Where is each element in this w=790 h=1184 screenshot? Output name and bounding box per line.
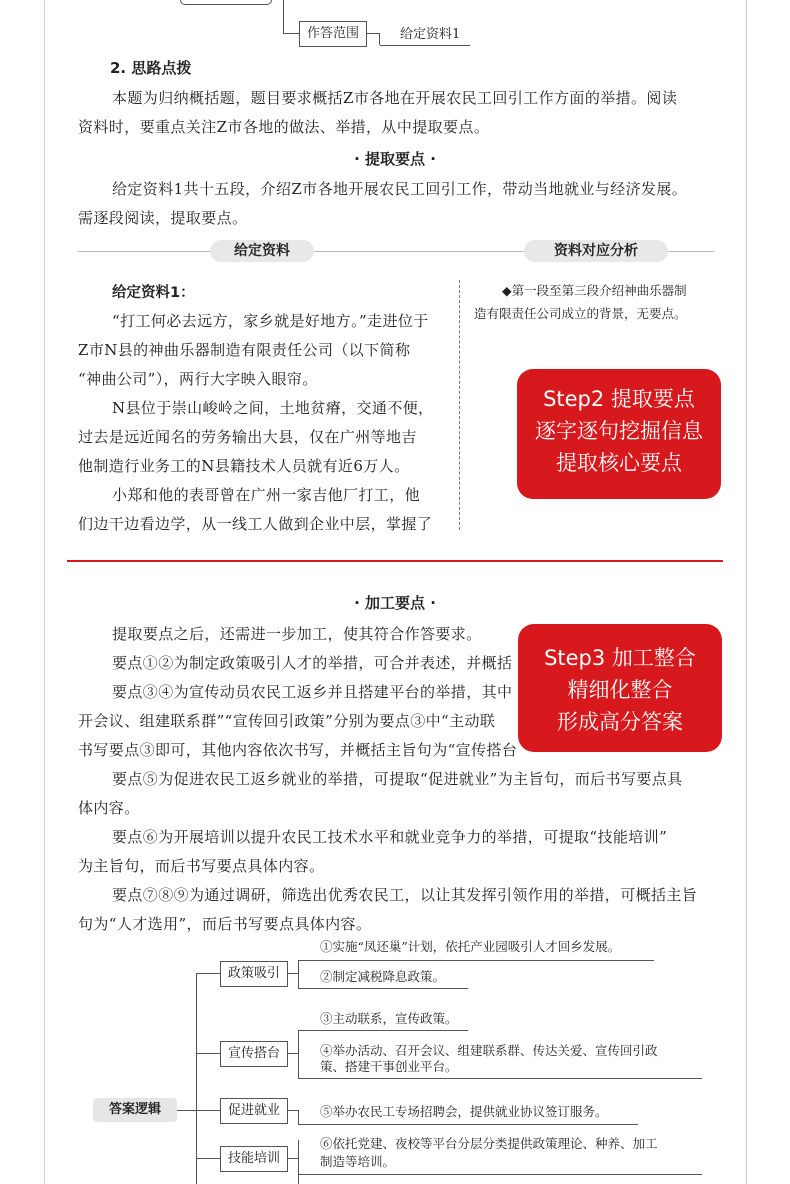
material-line: 他制造行业务工的N县籍技术人员就有近6万人。 [78, 457, 410, 475]
branch-policy: 政策吸引 [220, 961, 288, 987]
item-underline [298, 988, 468, 989]
process-line: 体内容。 [78, 799, 140, 817]
material-underline [380, 45, 470, 46]
step2-callout [517, 369, 721, 499]
tree-bracket [298, 1140, 299, 1184]
tree-connector [196, 1158, 220, 1159]
paragraph-line: 资料时，要重点关注Z市各地的做法、举措，从中提取要点。 [78, 118, 490, 136]
section-heading: 2. 思路点拨 [110, 59, 192, 77]
process-line: 为主旨句，而后书写要点具体内容。 [78, 857, 325, 875]
material-label: 给定资料1 [400, 27, 461, 42]
item-underline [298, 1030, 468, 1031]
scope-box: 作答范围 [299, 21, 367, 47]
branch-training: 技能培训 [220, 1146, 288, 1172]
process-line: 开会议、组建联系群”“宣传回引政策”分别为要点③中“主动联 [78, 712, 496, 730]
material-line: 小郑和他的表哥曾在广州一家吉他厂打工，他 [112, 486, 421, 504]
process-line: 要点⑦⑧⑨为通过调研，筛选出优秀农民工，以让其发挥引领作用的举措，可概括主旨 [112, 886, 698, 904]
left-column-label: 给定资料 [210, 240, 314, 262]
right-column-label: 资料对应分析 [524, 240, 668, 262]
section-red-divider [67, 560, 723, 562]
tree-bracket [298, 1030, 299, 1078]
tree-connector [177, 1110, 197, 1111]
diagram-connector [283, 0, 284, 34]
step2-line: Step2 提取要点 [543, 387, 695, 411]
material-line: N县位于崇山峻岭之间，土地贫瘠，交通不便， [112, 399, 434, 417]
tree-bracket [298, 960, 299, 988]
subhead-process: · 加工要点 · [354, 594, 436, 612]
item-underline [298, 1078, 702, 1079]
material-line: 们边干边看边学，从一线工人做到企业中层，掌握了 [78, 515, 433, 533]
step3-callout [518, 624, 722, 752]
tree-bracket [298, 1110, 299, 1124]
branch-item: ④举办活动、召开会议、组建联系群、传达关爱、宣传回引政 [320, 1043, 658, 1058]
diagram-connector [366, 33, 380, 34]
item-underline [298, 1174, 702, 1175]
branch-item: 制造等培训。 [320, 1154, 396, 1169]
step3-line: 形成高分答案 [557, 710, 683, 734]
subhead-extract: · 提取要点 · [354, 150, 436, 168]
step2-line: 逐字逐句挖掘信息 [535, 419, 703, 443]
step3-line: Step3 加工整合 [544, 646, 696, 670]
process-line: 要点①②为制定政策吸引人才的举措，可合并表述，并概括 [112, 654, 513, 672]
tree-connector [196, 1110, 220, 1111]
process-line: 要点⑤为促进农民工返乡就业的举措，可提取“促进就业”为主旨句，而后书写要点具 [112, 770, 683, 788]
branch-publicity: 宣传搭台 [220, 1041, 288, 1067]
paragraph-line: 本题为归纳概括题，题目要求概括Z市各地在开展农民工回引工作方面的举措。阅读 [112, 89, 678, 107]
tree-connector [196, 973, 220, 974]
diagram-connector [379, 33, 380, 45]
step2-line: 提取核心要点 [556, 451, 682, 475]
branch-item: ⑤举办农民工专场招聘会，提供就业协议签订服务。 [320, 1104, 608, 1119]
material-title: 给定资料1： [112, 285, 195, 301]
material-line: “神曲公司”），两行大字映入眼帘。 [78, 370, 318, 388]
material-line: Z市N县的神曲乐器制造有限责任公司（以下简称 [78, 341, 411, 359]
process-line: 提取要点之后，还需进一步加工，使其符合作答要求。 [112, 625, 482, 643]
analysis-line: ◆第一段至第三段介绍神曲乐器制 [502, 283, 687, 298]
branch-item: ⑥依托党建、夜校等平台分层分类提供政策理论、种养、加工 [320, 1136, 658, 1151]
paragraph-line: 给定资料1共十五段，介绍Z市各地开展农民工回引工作，带动当地就业与经济发展。 [112, 180, 688, 198]
tree-trunk [196, 973, 197, 1184]
branch-item: ③主动联系，宣传政策。 [320, 1011, 458, 1026]
process-line: 要点⑥为开展培训以提升农民工技术水平和就业竞争力的举措，可提取“技能培训” [112, 828, 668, 846]
answer-logic-root: 答案逻辑 [93, 1098, 177, 1122]
process-line: 书写要点③即可，其他内容依次书写，并概括主旨句为“宣传搭台 [78, 741, 518, 759]
item-underline [298, 1124, 638, 1125]
diagram-connector [283, 33, 299, 34]
process-line: 句为“人才选用”，而后书写要点具体内容。 [78, 915, 372, 933]
step3-line: 精细化整合 [567, 678, 673, 702]
process-line: 要点③④为宣传动员农民工返乡并且搭建平台的举措，其中 [112, 683, 513, 701]
tree-connector [196, 1053, 220, 1054]
branch-employment: 促进就业 [220, 1098, 288, 1124]
branch-item: ①实施“凤还巢”计划，依托产业园吸引人才回乡发展。 [320, 939, 621, 954]
paragraph-line: 需逐段阅读，提取要点。 [78, 209, 248, 227]
analysis-line: 造有限责任公司成立的背景，无要点。 [474, 306, 687, 321]
branch-item: 策、搭建干事创业平台。 [320, 1059, 458, 1074]
branch-item: ②制定减税降息政策。 [320, 969, 446, 984]
material-line: “打工何必去远方，家乡就是好地方。”走进位于 [112, 312, 429, 330]
column-dashed-divider [459, 280, 460, 530]
material-line: 过去是远近闻名的劳务输出大县，仅在广州等地吉 [78, 428, 417, 446]
diagram-box-fragment [180, 0, 272, 5]
item-underline [298, 960, 654, 961]
